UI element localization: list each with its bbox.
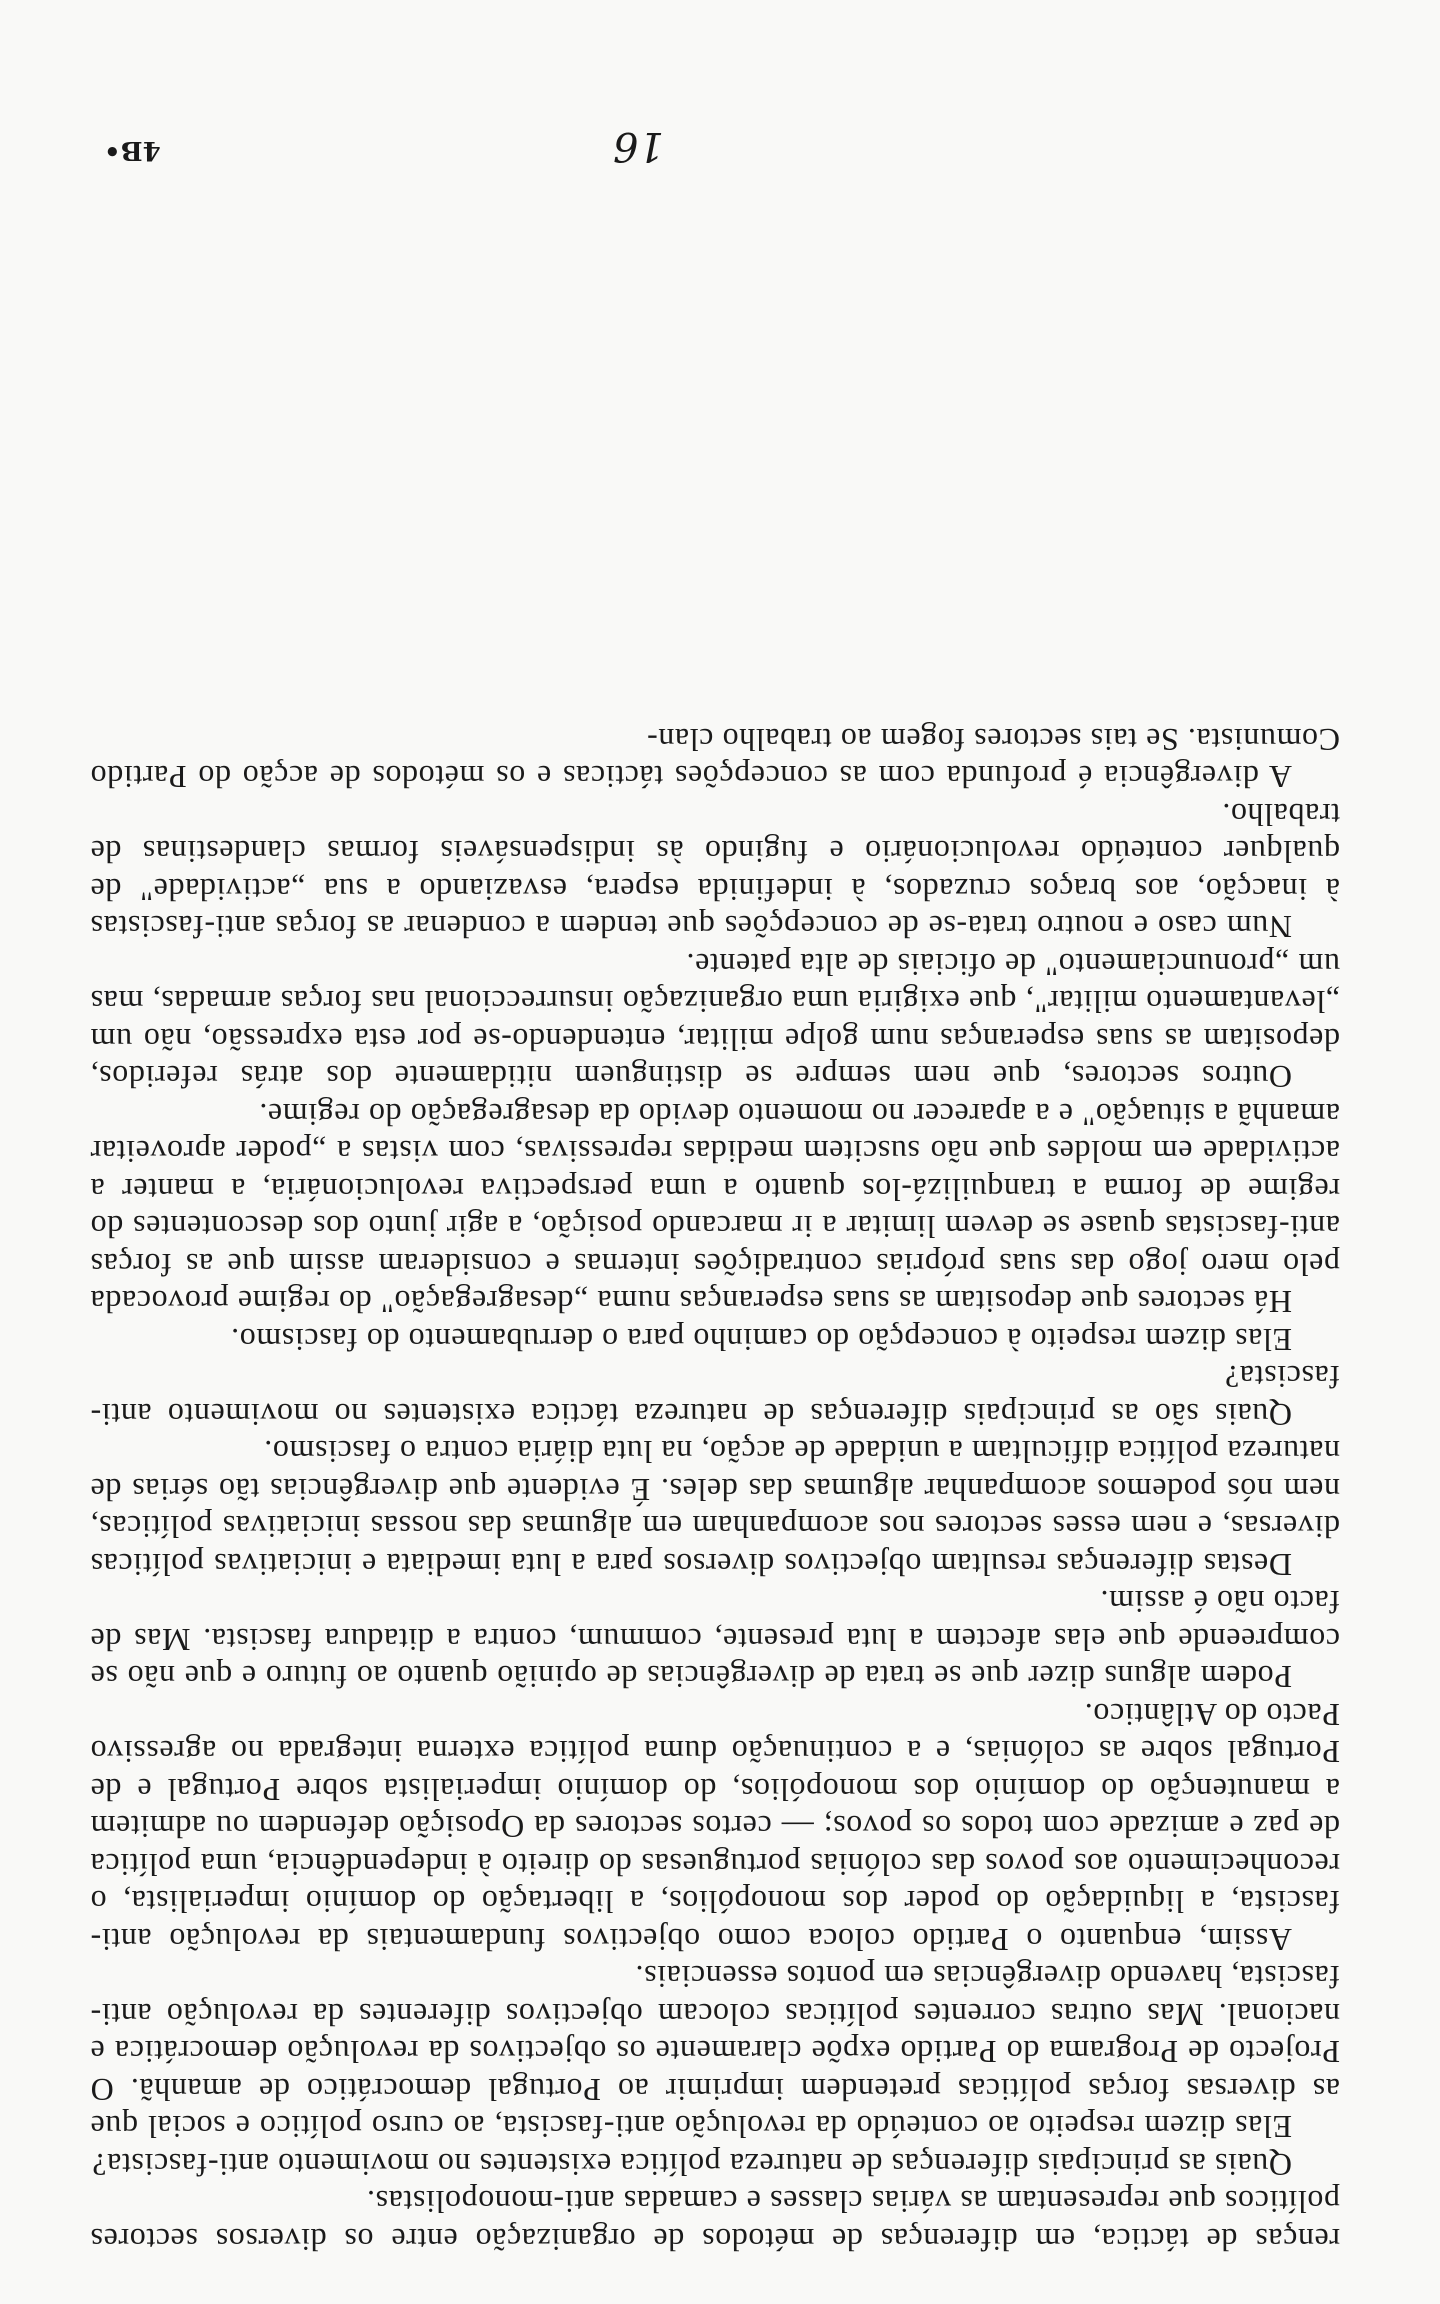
page-header bbox=[104, 99, 1354, 169]
paragraph: A divergência é profunda com as concepções tácticas e os métodos de acção do Partido Comunista. Se tais sectores fogem ao trabalho clan- bbox=[90, 722, 1340, 796]
paragraph: Podem alguns dizer que se trata de divergências de opinião quanto ao futuro e que não se compreende que elas afectem a luta presente, commum, contra a ditadura fascista. Mas de facto não é assim. bbox=[90, 1584, 1340, 1696]
paragraph: Outros sectores, que nem sempre se distinguem nitidamente dos atrás referidos, depositam as suas esperanças num golpe militar, entendendo-se por esta expressão, não um „levantamento militar", que exigiria uma organização insurreccional nas forças armadas, mas um „pronunciamento" de oficiais de alta patente. bbox=[90, 947, 1340, 1096]
paragraph: Elas dizem respeito à concepção do caminho para o derrubamento do fascismo. bbox=[230, 1322, 1292, 1358]
paragraph-continuation: renças de táctica, em diferenças de métodos de organização entre os diversos sectores políticos que representam as várias classes e camadas anti-monopolistas. bbox=[90, 2184, 1340, 2258]
paragraph: Num caso e noutro trata-se de concepções que tendem a condenar as forças anti-fascistas à inacção, aos braços cruzados, à indefinida espera, esvaziando a sua „actividade" de qualquer conteúdo revolucionário e fugindo às indispensáveis formas clandestinas de trabalho. bbox=[90, 797, 1340, 946]
body-text bbox=[90, 721, 1340, 2259]
question-tactical-differences: Quais são as principais diferenças de natureza táctica existentes no movimento anti-fascista? bbox=[90, 1359, 1340, 1433]
sheet-mark: 4B• bbox=[104, 135, 161, 165]
paragraph: Assim, enquanto o Partido coloca como objectivos fundamentais da revolução anti-fascista, a liquidação do poder dos monopólios, a libertação do domínio imperialista, o reconhecimento aos povos das colónias portuguesas do direito à independência, uma política de paz e amizade com todos os povos; — certos sectores da Oposição defendem ou admitem a manutenção do domínio dos monopólios, do domínio imperialista sobre Portugal e de Portugal sobre as colónias, e a continuação duma política externa integrada no agressivo Pacto do Atlântico. bbox=[90, 1697, 1340, 1958]
question-political-differences: Quais as principais diferenças de natureza política existentes no movimento anti-fascista? bbox=[91, 2147, 1292, 2183]
page-number: 16 bbox=[613, 123, 664, 169]
paragraph: Elas dizem respeito ao conteúdo da revolução anti-fascista, ao curso político e social que as diversas forças políticas pretendem imprimir ao Portugal democrático de amanhã. O Projecto de Programa do Partido expõe claramente os objectivos da revolução democrática e nacional. Mas outras correntes políticas colocam objectivos diferentes da revolução anti-fascista, havendo divergências em pontos essenciais. bbox=[90, 1959, 1340, 2146]
paragraph: Destas diferenças resultam objectivos diversos para a luta imediata e iniciativas políticas diversas, e nem esses sectores nos acompanham em algumas das nossas iniciativas políticas, nem nós podemos acompanhar algumas das deles. É evidente que divergências tão sérias de natureza política dificultam a unidade de acção, na luta diária contra o fascismo. bbox=[90, 1434, 1340, 1583]
paragraph: Há sectores que depositam as suas esperanças numa „desagregação" do regime provocada pelo mero jogo das suas próprias contradições internas e consideram assim que as forças anti-fascistas quase se devem limitar a ir marcando posição, a agir junto dos descontentes do regime de forma a tranquilizá-los quanto a uma perspectiva revolucionária, a manter a actividade em moldes que não suscitem medidas repressivas, com vistas a „poder aproveitar amanhã a situação" e a aparecer no momento devido da desagregação do regime. bbox=[90, 1097, 1340, 1321]
